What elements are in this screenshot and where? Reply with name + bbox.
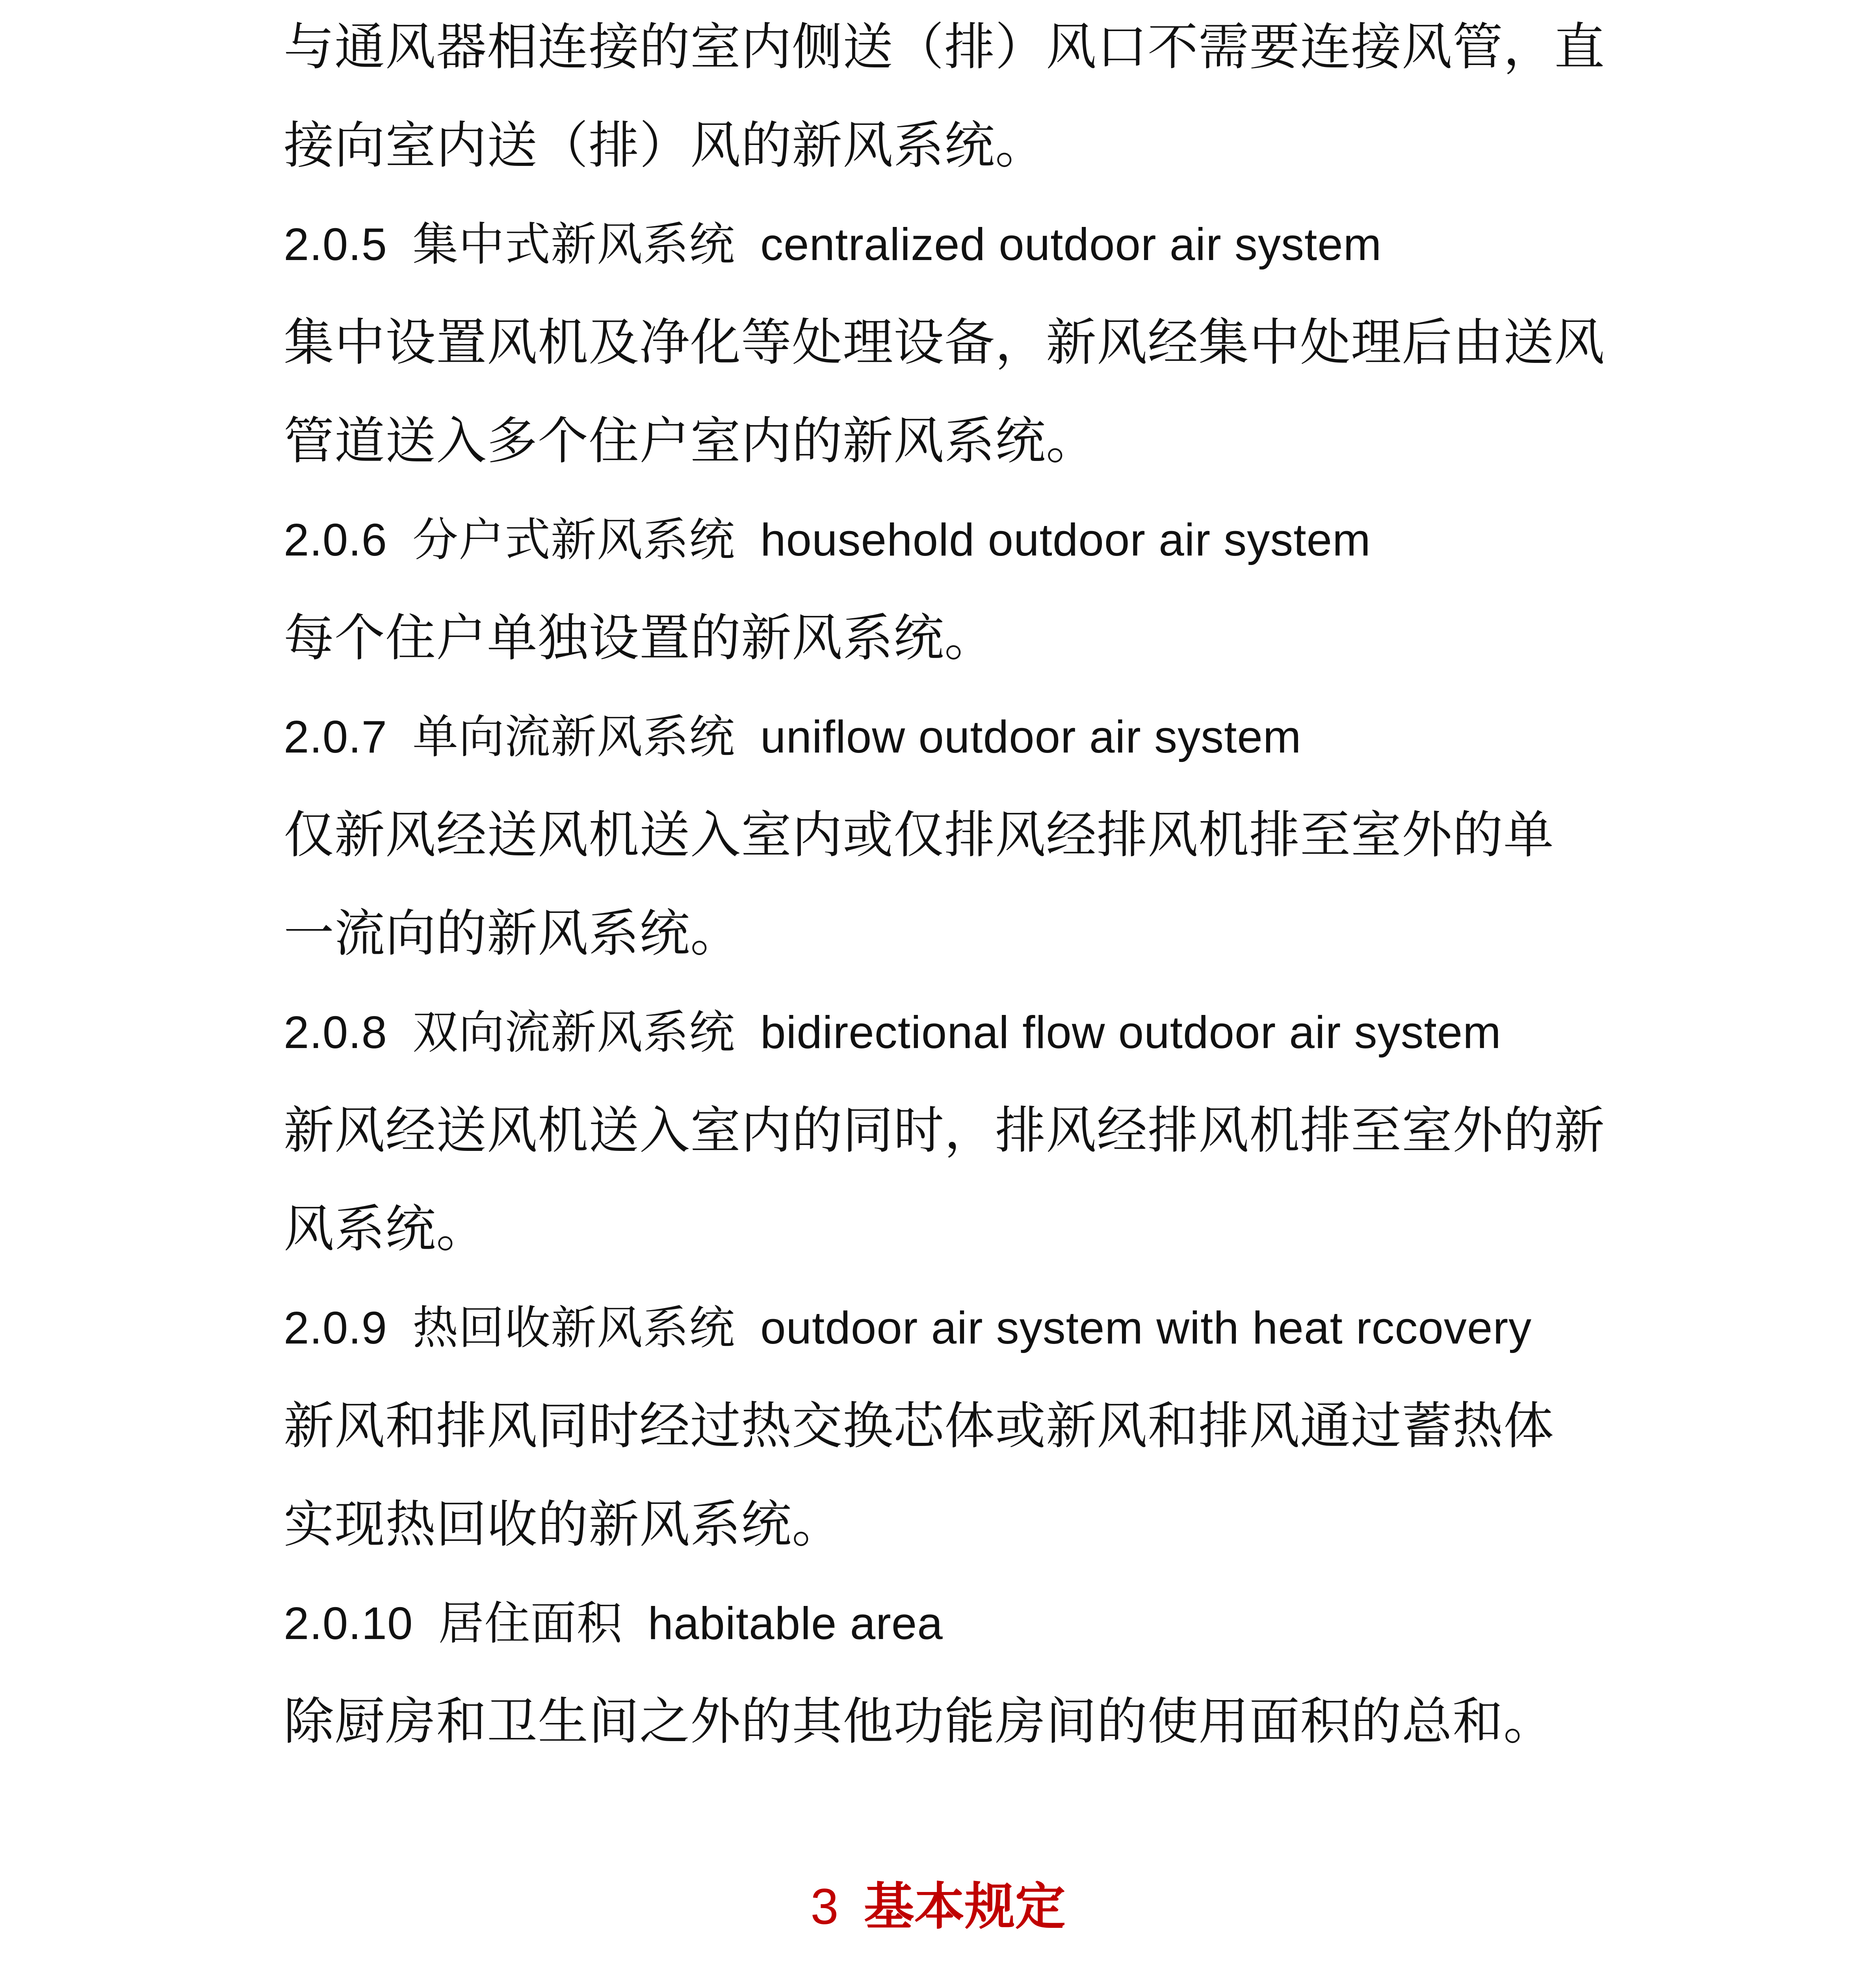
definition-line: 集中设置风机及净化等处理设备，新风经集中处理后由送风: [284, 313, 1605, 372]
term-chinese: 分户式新风系统: [412, 513, 735, 567]
term-heading: [284, 508, 1371, 572]
term-heading: [284, 1296, 1532, 1360]
paragraph-line: 与通风器相连接的室内侧送（排）风口不需要连接风管，直: [284, 18, 1605, 76]
term-number: 2.0.8: [284, 1007, 387, 1058]
section-number: 3: [810, 1879, 839, 1935]
term-chinese: 双向流新风系统: [412, 1006, 735, 1059]
term-heading: [284, 1592, 943, 1655]
term-english: centralized outdoor air system: [760, 219, 1382, 270]
definition-line: 风系统。: [284, 1200, 487, 1258]
section-title: 基本规定: [864, 1877, 1066, 1936]
term-number: 2.0.7: [284, 711, 387, 762]
term-number: 2.0.9: [284, 1302, 387, 1353]
term-number: 2.0.6: [284, 514, 387, 565]
definition-line: 新风经送风机送入室内的同时，排风经排风机排至室外的新: [284, 1101, 1605, 1160]
term-chinese: 集中式新风系统: [412, 218, 735, 271]
term-chinese: 居住面积: [438, 1597, 623, 1650]
term-heading: [284, 1001, 1501, 1064]
term-chinese: 热回收新风系统: [412, 1301, 735, 1355]
term-number: 2.0.5: [284, 219, 387, 270]
definition-line: 仅新风经送风机送入室内或仅排风经排风机排至室外的单: [284, 806, 1555, 864]
term-english: habitable area: [648, 1598, 943, 1649]
term-heading: [284, 213, 1382, 276]
term-english: bidirectional flow outdoor air system: [760, 1007, 1501, 1058]
term-heading: [284, 705, 1301, 769]
section-heading: [0, 1875, 1876, 1938]
term-english: household outdoor air system: [760, 514, 1371, 565]
term-english: outdoor air system with heat rccovery: [760, 1302, 1532, 1353]
term-chinese: 单向流新风系统: [412, 710, 735, 764]
definition-line: 每个住户单独设置的新风系统。: [284, 609, 996, 667]
term-number: 2.0.10: [284, 1598, 413, 1649]
paragraph-line: 接向室内送（排）风的新风系统。: [284, 116, 1046, 175]
definition-line: 除厨房和卫生间之外的其他功能房间的使用面积的总和。: [284, 1692, 1555, 1751]
definition-line: 一流向的新风系统。: [284, 904, 741, 963]
definition-line: 管道送入多个住户室内的新风系统。: [284, 412, 1097, 470]
definition-line: 新风和排风同时经过热交换芯体或新风和排风通过蓄热体: [284, 1397, 1555, 1455]
term-english: uniflow outdoor air system: [760, 711, 1302, 762]
definition-line: 实现热回收的新风系统。: [284, 1495, 843, 1554]
